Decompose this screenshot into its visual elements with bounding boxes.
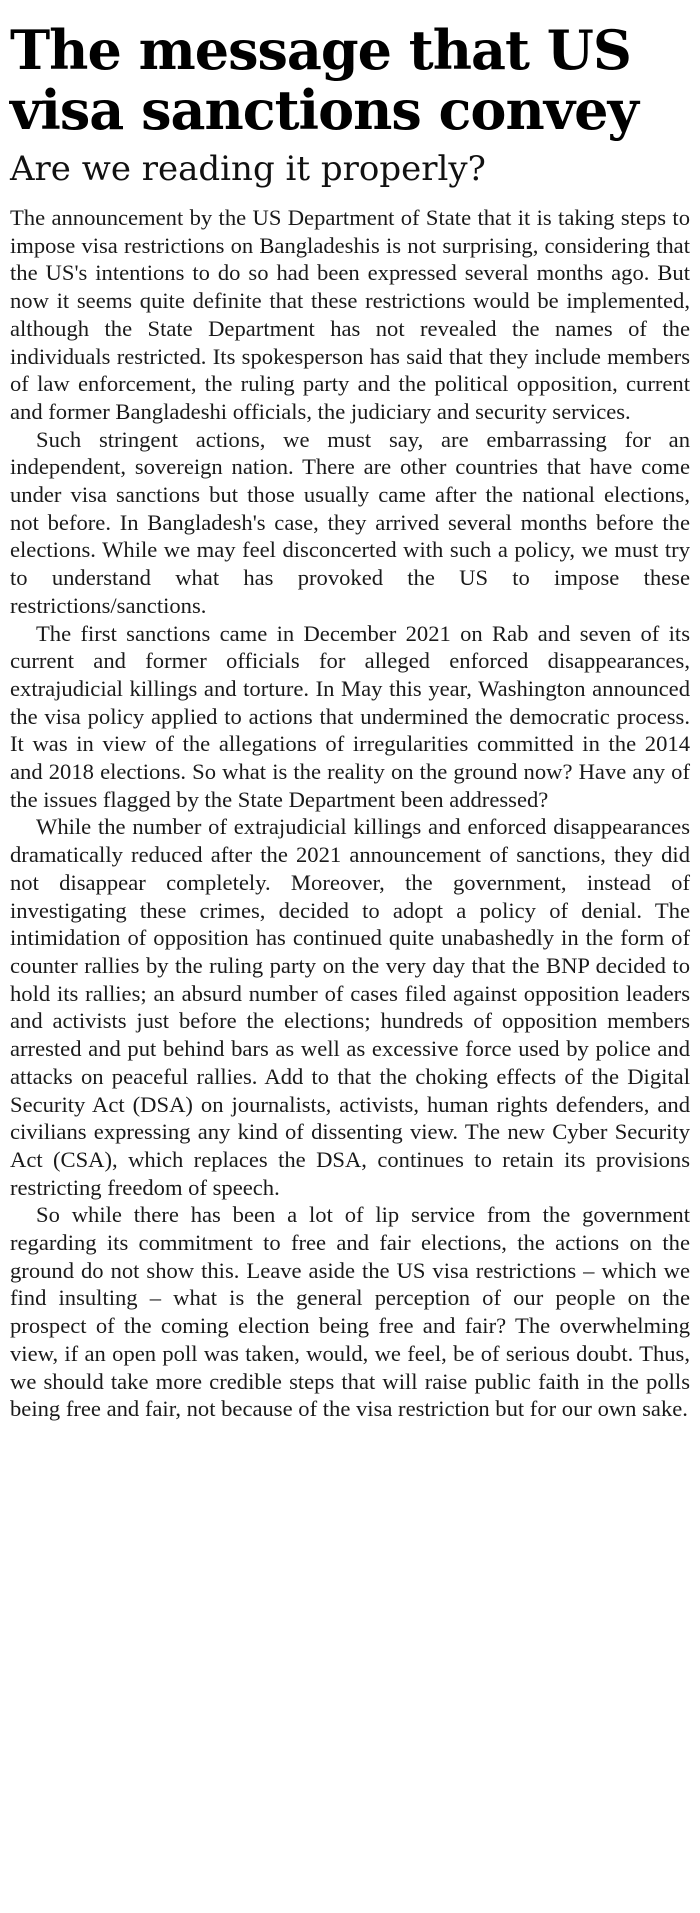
subheadline: Are we reading it properly? — [10, 149, 486, 189]
paragraph-1: The announcement by the US Department of State that it is taking steps to impose visa restrictions on Bangladeshis is not surprising, considering that the US's intentions to do so had been expressed several months ago. But now it seems quite definite that these restrictions would be implemented, although the State Department has not revealed the names of the individuals restricted. Its spokesperson has said that they include members of law enforcement, the ruling party and the political opposition, current and former Bangladeshi officials, the judiciary and security services. — [10, 205, 690, 424]
paragraph-2: Such stringent actions, we must say, are embarrassing for an independent, sovereign nation. There are other countries that have come under visa sanctions but those usually came after the national elections, not before. In Bangladesh's case, they arrived several months before the elections. While we may feel disconcerted with such a policy, we must try to understand what has provoked the US to impose these restrictions/sanctions. — [10, 426, 690, 618]
paragraph-3: The first sanctions came in December 2021 on Rab and seven of its current and former officials for alleged enforced disappearances, extrajudicial killings and torture. In May this year, Washington announced the visa policy applied to actions that undermined the democratic process. It was in view of the allegations of irregularities committed in the 2014 and 2018 elections. So what is the reality on the ground now? Have any of the issues flagged by the State Department been addressed? — [10, 620, 690, 812]
paragraph-4: While the number of extrajudicial killings and enforced disappearances dramatically reduced after the 2021 announcement of sanctions, they did not disappear completely. Moreover, the government, instead of investigating these crimes, decided to adopt a policy of denial. The intimidation of opposition has continued quite unabashedly in the form of counter rallies by the ruling party on the very day that the BNP decided to hold its rallies; an absurd number of cases filed against opposition leaders and activists just before the elections; hundreds of opposition members arrested and put behind bars as well as excessive force used by police and attacks on peaceful rallies. Add to that the choking effects of the Digital Security Act (DSA) on journalists, activists, human rights defenders, and civilians expressing any kind of dissenting view. The new Cyber Security Act (CSA), which replaces the DSA, continues to retain its provisions restricting freedom of speech. — [10, 814, 690, 1200]
editorial-article — [10, 20, 690, 1423]
article-body — [10, 204, 690, 1423]
paragraph-5: So while there has been a lot of lip service from the government regarding its commitment to free and fair elections, the actions on the ground do not show this. Leave aside the US visa restrictions – which we find insulting – what is the general perception of our people on the prospect of the coming election being free and fair? The overwhelming view, if an open poll was taken, would, we feel, be of serious doubt. Thus, we should take more credible steps that will raise public faith in the polls being free and fair, not because of the visa restriction but for our own sake. — [10, 1202, 690, 1422]
headline: The message that US visa sanctions convey — [10, 18, 638, 142]
